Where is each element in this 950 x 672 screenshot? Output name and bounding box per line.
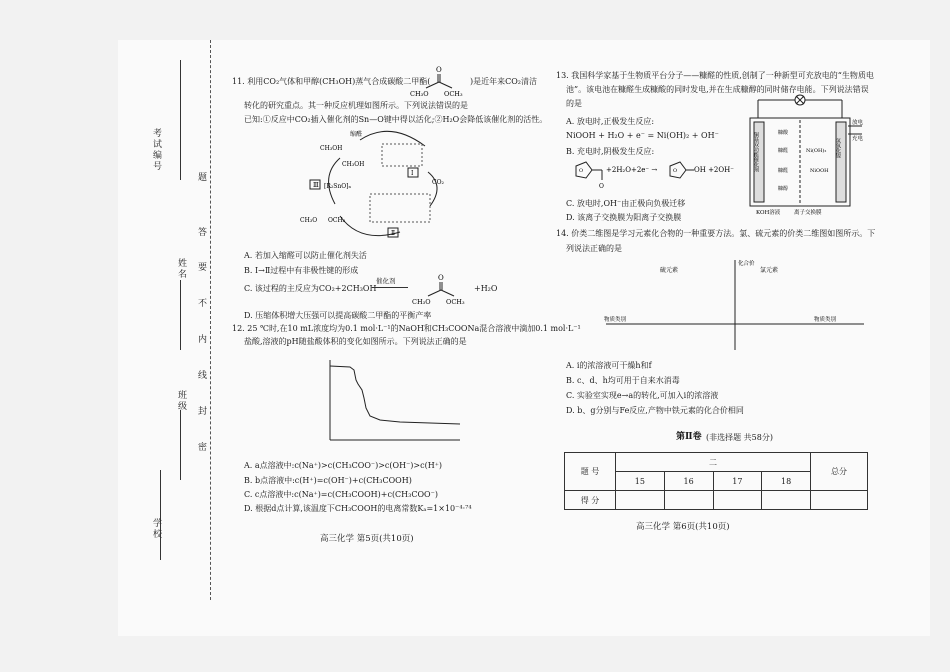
score-table-num: 15 bbox=[616, 472, 665, 491]
class-line bbox=[180, 410, 181, 480]
seal-char: 密 bbox=[198, 443, 208, 453]
svg-text:缩醛: 缩醛 bbox=[350, 131, 363, 138]
valence-left-title: 硫元素 bbox=[660, 267, 679, 274]
svg-text:[R₂SnO]ₙ: [R₂SnO]ₙ bbox=[324, 183, 352, 190]
svg-text:离子交换膜: 离子交换膜 bbox=[794, 210, 822, 216]
footer-page5: 高三化学 第5页(共10页) bbox=[320, 534, 414, 544]
q11-option-c-dmc bbox=[410, 272, 470, 308]
q12-stem2: 盐酸,溶液的pH随盐酸体积的变化如图所示。下列说法正确的是 bbox=[244, 337, 467, 346]
seal-char: 封 bbox=[198, 407, 208, 417]
seal-char: 答 bbox=[198, 228, 208, 238]
svg-text:OCH₃: OCH₃ bbox=[446, 298, 465, 306]
seal-char: 题 bbox=[198, 173, 208, 183]
svg-text:+2H₂O+2e⁻ →: +2H₂O+2e⁻ → bbox=[606, 166, 658, 174]
q11-stem-b: )是近年来CO₂清洁 bbox=[470, 77, 538, 86]
q11-option-c: C. 该过程的主反应为CO₂+2CH₃OH bbox=[244, 284, 377, 293]
q11-mechanism-diagram bbox=[300, 126, 470, 246]
q13-option-b: B. 充电时,阴极发生反应: bbox=[566, 147, 655, 156]
svg-text:充电: 充电 bbox=[852, 136, 864, 142]
score-cell[interactable] bbox=[762, 491, 811, 510]
q11-option-c-water: +H₂O bbox=[474, 284, 498, 293]
score-table-q-label: 题 号 bbox=[565, 453, 616, 491]
svg-text:Ni(OH)₂: Ni(OH)₂ bbox=[806, 148, 827, 154]
svg-text:NiOOH: NiOOH bbox=[810, 168, 829, 174]
binding-dashed-line bbox=[210, 40, 211, 600]
svg-text:Ⅱ: Ⅱ bbox=[391, 230, 396, 237]
q13-option-c: C. 放电时,OH⁻由正极向负极迁移 bbox=[566, 199, 686, 208]
svg-text:O: O bbox=[673, 168, 678, 174]
svg-text:CH₃OH: CH₃OH bbox=[342, 161, 365, 168]
valence-category-right: 物质类别 bbox=[814, 317, 837, 323]
q14-option-b: B. c、d、h均可用于自来水消毒 bbox=[566, 376, 680, 385]
q13-option-b-equation bbox=[566, 158, 746, 192]
score-cell[interactable] bbox=[811, 491, 868, 510]
score-cell[interactable] bbox=[664, 491, 713, 510]
q13-stem1: 13. 我国科学家基于生物质平台分子——糠醛的性质,创制了一种新型可充放电的“生物质电 bbox=[556, 71, 874, 80]
q14-stem2: 列说法正确的是 bbox=[566, 244, 622, 253]
dmc-structure bbox=[408, 64, 468, 100]
q13-battery-diagram bbox=[732, 92, 872, 220]
part2-title: 第Ⅱ卷 bbox=[676, 432, 702, 442]
svg-text:糠醇: 糠醇 bbox=[778, 186, 789, 192]
q12-stem1: 12. 25 ℃时,在10 mL浓度均为0.1 mol·L⁻¹的NaOH和CH₃COONa混合溶液中滴加0.1 mol·L⁻¹ bbox=[232, 324, 581, 333]
svg-text:CH₃OH: CH₃OH bbox=[320, 145, 343, 152]
score-table-num: 17 bbox=[713, 472, 762, 491]
q11-stem-a: 11. 利用CO₂气体和甲醇(CH₃OH)蒸气合成碳酸二甲酯( bbox=[232, 77, 431, 86]
svg-text:Ⅲ: Ⅲ bbox=[313, 182, 319, 189]
name-line bbox=[180, 280, 181, 350]
score-table-score-label: 得 分 bbox=[565, 491, 616, 510]
svg-text:CH₃O: CH₃O bbox=[300, 217, 318, 224]
q13-option-d: D. 该离子交换膜为阳离子交换膜 bbox=[566, 213, 682, 222]
name-label: 姓名 bbox=[176, 258, 186, 280]
q11-reaction-arrow bbox=[372, 287, 408, 288]
seal-char: 要 bbox=[198, 263, 208, 273]
svg-text:铜基双功能催化剂: 铜基双功能催化剂 bbox=[753, 132, 759, 172]
q12-option-d: D. 根据d点计算,该温度下CH₃COOH的电离常数Kₐ=1×10⁻⁴·⁷⁴ bbox=[244, 504, 472, 513]
q13-option-a: A. 放电时,正极发生反应: bbox=[566, 117, 655, 126]
school-line bbox=[160, 470, 161, 560]
q11-line3: 已知:①反应中CO₂插入催化剂的Sn—O键中得以活化;②H₂O会降低该催化剂的活性。 bbox=[244, 115, 548, 124]
q12-ph-chart bbox=[310, 350, 470, 460]
q12-option-a: A. a点溶液中:c(Na⁺)>c(CH₃COO⁻)>c(OH⁻)>c(H⁺) bbox=[244, 461, 443, 470]
svg-text:O: O bbox=[438, 274, 444, 282]
q14-option-a: A. i的浓溶液可干燥h和f bbox=[566, 361, 652, 370]
q13-option-a-eq: NiOOH + H₂O + e⁻ = Ni(OH)₂ + OH⁻ bbox=[566, 131, 719, 140]
q11-option-d: D. 压缩体积增大压强可以提高碳酸二甲酯的平衡产率 bbox=[244, 311, 432, 320]
exam-no-line bbox=[180, 60, 181, 180]
svg-text:KOH溶液: KOH溶液 bbox=[756, 210, 781, 216]
q13-stem2: 池”。该电池在糠醛生成糠酸的同时发电,并在生成糠醇的同时储存电能。下列说法错误 bbox=[566, 85, 869, 94]
svg-text:OH +2OH⁻: OH +2OH⁻ bbox=[694, 166, 734, 174]
svg-text:O: O bbox=[599, 183, 604, 190]
q11-line2: 转化的研究重点。其一种反应机理如图所示。下列说法错误的是 bbox=[244, 101, 468, 110]
q13-stem3: 的是 bbox=[566, 99, 582, 108]
svg-text:CH₃O: CH₃O bbox=[412, 298, 431, 306]
exam-no-label: 考试编号 bbox=[151, 128, 161, 172]
q11-catalyst-label: 催化剂 bbox=[376, 277, 396, 285]
q11-option-a: A. 若加入缩醛可以防止催化剂失活 bbox=[244, 251, 367, 260]
score-table-num: 16 bbox=[664, 472, 713, 491]
footer-page6: 高三化学 第6页(共10页) bbox=[636, 522, 730, 532]
svg-text:CH₃O: CH₃O bbox=[410, 90, 429, 98]
svg-text:氢氧化镍: 氢氧化镍 bbox=[835, 138, 841, 158]
svg-text:糠酸: 糠酸 bbox=[778, 130, 789, 136]
score-table-group: 二 bbox=[616, 453, 811, 472]
valence-category-left: 物质类别 bbox=[604, 317, 627, 323]
svg-text:CO₂: CO₂ bbox=[432, 179, 444, 186]
class-label: 班级 bbox=[176, 390, 186, 412]
q14-stem1: 14. 价类二维图是学习元素化合物的一种重要方法。氯、硫元素的价类二维图如图所示。下 bbox=[556, 229, 876, 238]
seal-char: 内 bbox=[198, 335, 208, 345]
seal-char: 不 bbox=[198, 299, 208, 309]
part2-subtitle: (非选择题 共58分) bbox=[706, 433, 773, 442]
valence-axis-label: 化合价 bbox=[738, 261, 755, 267]
q11-option-b: B. Ⅰ→Ⅱ过程中有非极性键的形成 bbox=[244, 266, 359, 275]
q12-option-b: B. b点溶液中:c(H⁺)=c(OH⁻)+c(CH₃COOH) bbox=[244, 476, 412, 485]
q14-option-d: D. b、g分别与Fe反应,产物中铁元素的化合价相同 bbox=[566, 406, 744, 415]
score-cell[interactable] bbox=[713, 491, 762, 510]
valence-right-title: 氯元素 bbox=[760, 267, 779, 274]
svg-text:Ⅰ: Ⅰ bbox=[411, 170, 414, 177]
score-table bbox=[564, 452, 868, 510]
score-table-num: 18 bbox=[762, 472, 811, 491]
score-table-total: 总分 bbox=[811, 453, 868, 491]
svg-text:O: O bbox=[436, 66, 442, 74]
svg-text:O: O bbox=[579, 168, 584, 174]
q14-valence-chart bbox=[600, 256, 870, 352]
seal-char: 线 bbox=[198, 371, 208, 381]
svg-text:糠醛: 糠醛 bbox=[778, 148, 789, 154]
q12-option-c: C. c点溶液中:c(Na⁺)=c(CH₃COOH)+c(CH₃COO⁻) bbox=[244, 490, 438, 499]
ph-curve bbox=[330, 366, 460, 424]
svg-text:放电: 放电 bbox=[852, 120, 864, 126]
svg-text:OCH₃: OCH₃ bbox=[328, 217, 346, 224]
svg-text:OCH₃: OCH₃ bbox=[444, 90, 463, 98]
school-label: 学校 bbox=[151, 518, 161, 540]
svg-text:糠醛: 糠醛 bbox=[778, 168, 789, 174]
q14-option-c: C. 实验室实现e→a的转化,可加入i的浓溶液 bbox=[566, 391, 719, 400]
score-cell[interactable] bbox=[616, 491, 665, 510]
